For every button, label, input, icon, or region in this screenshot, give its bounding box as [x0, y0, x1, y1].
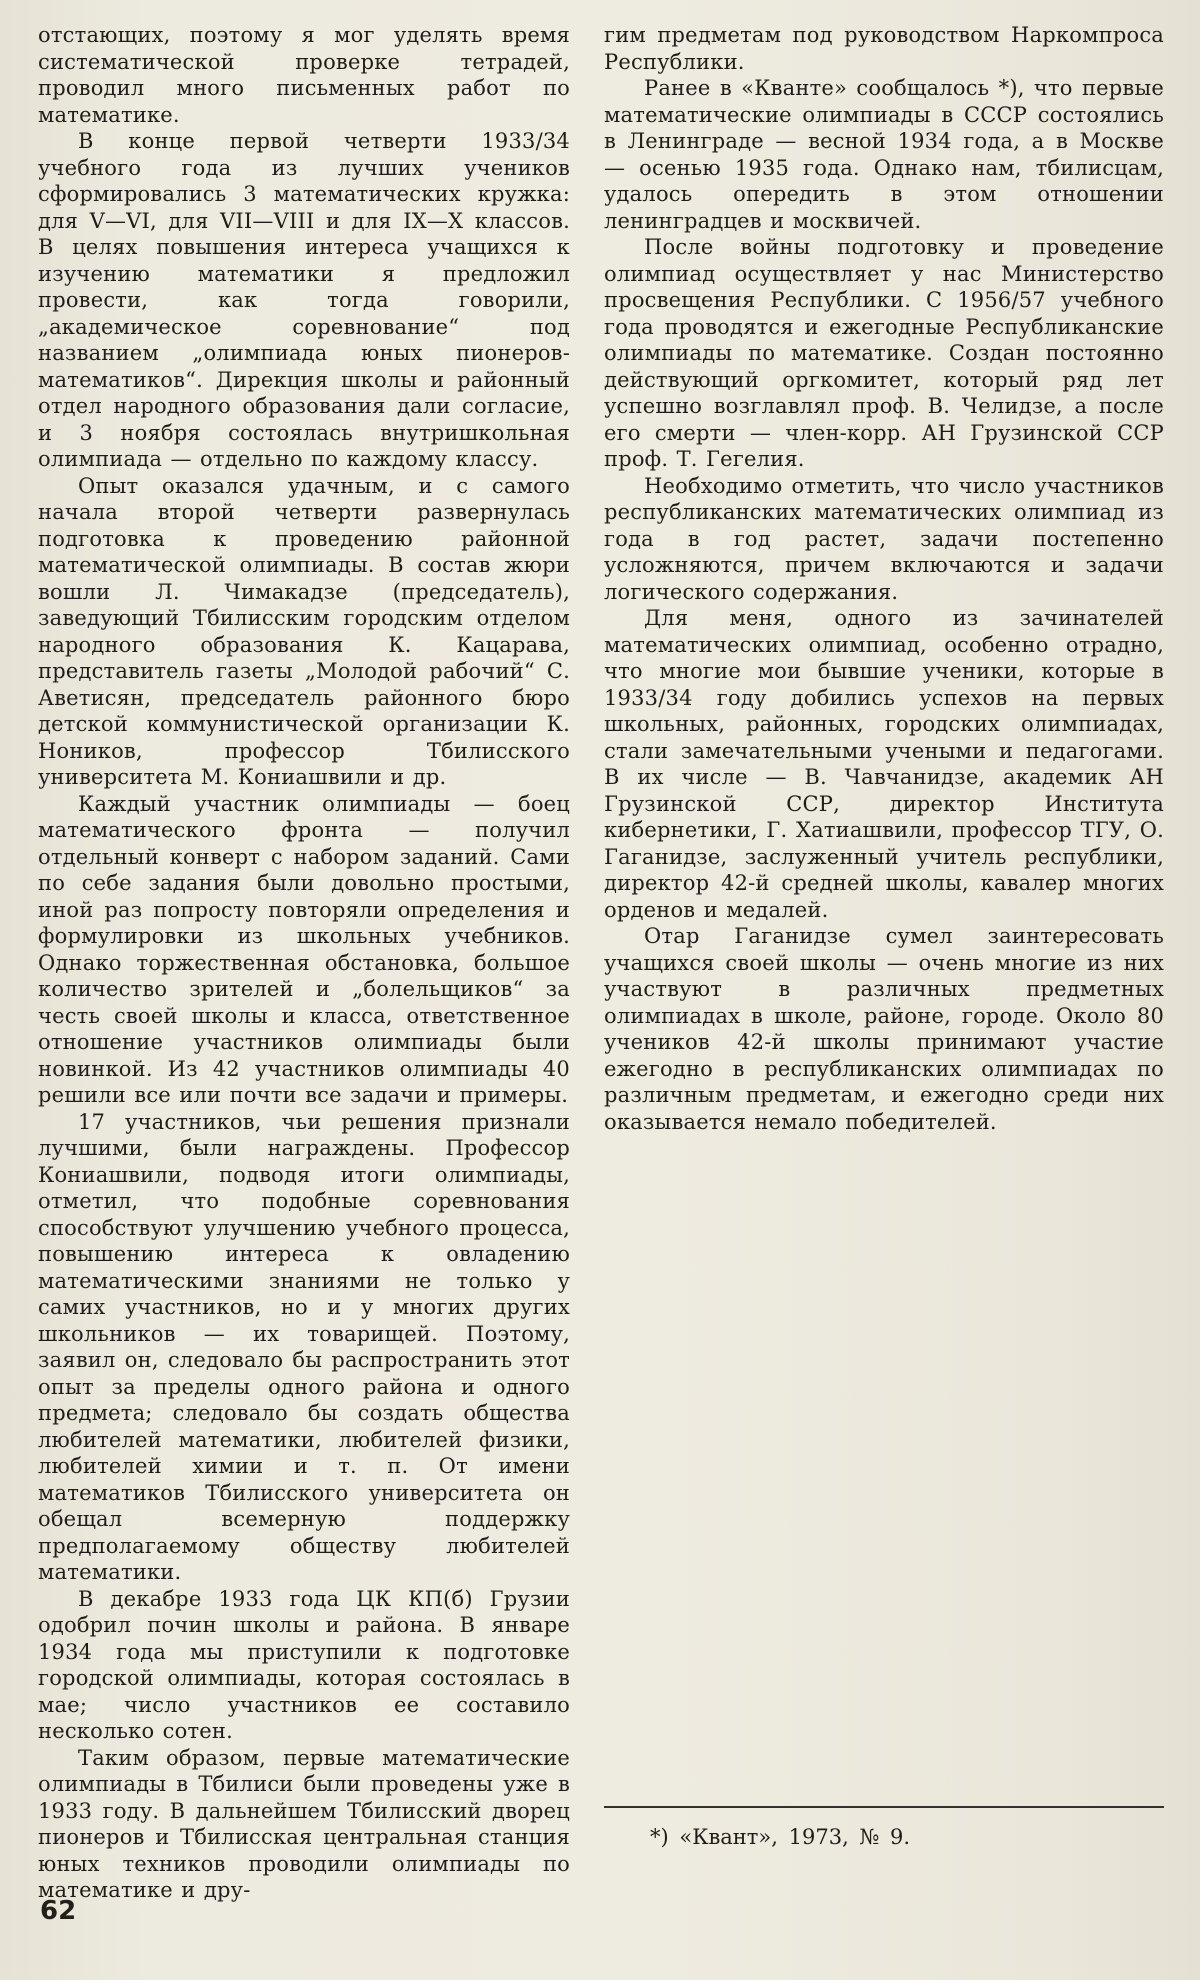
- paragraph: Таким образом, первые математические олимпиады в Тбилиси были проведены уже в 1933 году. В дальнейшем Тбилисский дворец пионеров и Тбилисская центральная станция юных техников проводили олимпиады по математике и дру-: [38, 1745, 570, 1902]
- paragraph: После войны подготовку и проведение олимпиад осуществляет у нас Министерство просвещения Республики. С 1956/57 учебного года проводятся и ежегодные Республиканские олимпиады по математике. Создан постоянно действующий оргкомитет, который ряд лет успешно возглавлял проф. В. Челидзе, а после его смерти — член-корр. АН Грузинской ССР проф. Т. Гегелия.: [604, 235, 1164, 471]
- paragraph: В декабре 1933 года ЦК КП(б) Грузии одобрил почин школы и района. В январе 1934 года мы приступили к подготовке городской олимпиады, которая состоялась в мае; число участников ее составило несколько сотен.: [38, 1586, 570, 1743]
- footnote-divider: [604, 1806, 1164, 1808]
- page-number: 62: [40, 1896, 77, 1926]
- paragraph: Каждый участник олимпиады — боец математического фронта — получил отдельный конверт с набором заданий. Сами по себе задания были довольно простыми, иной раз попросту повторяли определения и формулировки из школьных учебников. Однако торжественная обстановка, большое количество зрителей и „болельщиков“ за честь своей школы и класса, ответственное отношение участников олимпиады были новинкой. Из 42 участников олимпиады 40 решили все или почти все задачи и примеры.: [38, 791, 570, 1107]
- right-column: [604, 22, 1164, 1135]
- footnote-text: *) «Квант», 1973, № 9.: [650, 1825, 911, 1849]
- paragraph: В конце первой четверти 1933/34 учебного года из лучших учеников сформировались 3 математических кружка: для V—VI, для VII—VIII и для IX—X классов. В целях повышения интереса учащихся к изучению математики я предложил провести, как тогда говорили, „академическое соревнование“ под названием „олимпиада юных пионеров-математиков“. Дирекция школы и районный отдел народного образования дали согласие, и 3 ноября состоялась внутришкольная олимпиада — отдельно по каждому классу.: [38, 129, 570, 471]
- paragraph: отстающих, поэтому я мог уделять время систематической проверке тетрадей, проводил много письменных работ по математике.: [38, 23, 570, 127]
- paragraph: Ранее в «Кванте» сообщалось *), что первые математические олимпиады в СССР состоялись в Ленинграде — весной 1934 года, а в Москве — осенью 1935 года. Однако нам, тбилисцам, удалось опередить в этом отношении ленинградцев и москвичей.: [604, 76, 1164, 233]
- paragraph: Для меня, одного из зачинателей математических олимпиад, особенно отрадно, что многие мои бывшие ученики, которые в 1933/34 году добились успехов на первых школьных, районных, городских олимпиадах, стали замечательными учеными и педагогами. В их числе — В. Чавчанидзе, академик АН Грузинской ССР, директор Института кибернетики, Г. Хатиашвили, профессор ТГУ, О. Гаганидзе, заслуженный учитель республики, директор 42-й средней школы, кавалер многих орденов и медалей.: [604, 606, 1164, 922]
- paragraph: гим предметам под руководством Наркомпроса Республики.: [604, 23, 1164, 74]
- paragraph: Необходимо отметить, что число участников республиканских математических олимпиад из года в год растет, задачи постепенно усложняются, причем включаются и задачи логического содержания.: [604, 473, 1164, 604]
- paragraph: Опыт оказался удачным, и с самого начала второй четверти развернулась подготовка к проведению районной математической олимпиады. В состав жюри вошли Л. Чимакадзе (председатель), заведующий Тбилисским городским отделом народного образования К. Кацарава, представитель газеты „Молодой рабочий“ С. Аветисян, председатель районного бюро детской коммунистической организации К. Ноников, профессор Тбилисского университета М. Кониашвили и др.: [38, 473, 570, 789]
- left-column: [38, 22, 570, 1904]
- paragraph: 17 участников, чьи решения признали лучшими, были награждены. Профессор Кониашвили, подводя итоги олимпиады, отметил, что подобные соревнования способствуют улучшению учебного процесса, повышению интереса к овладению математическими знаниями не только у самих участников, но и у многих других школьников — их товарищей. Поэтому, заявил он, следовало бы распространить этот опыт за пределы одного района и одного предмета; следовало бы создать общества любителей математики, любителей физики, любителей химии и т. п. От имени математиков Тбилисского университета он обещал всемерную поддержку предполагаемому обществу любителей математики.: [38, 1109, 570, 1584]
- paragraph: Отар Гаганидзе сумел заинтересовать учащихся своей школы — очень многие из них участвуют в различных предметных олимпиадах в школе, районе, городе. Около 80 учеников 42-й школы принимают участие ежегодно в республиканских олимпиадах по различным предметам, и ежегодно среди них оказывается немало победителей.: [604, 924, 1164, 1134]
- footnote-block: [604, 1806, 1164, 1850]
